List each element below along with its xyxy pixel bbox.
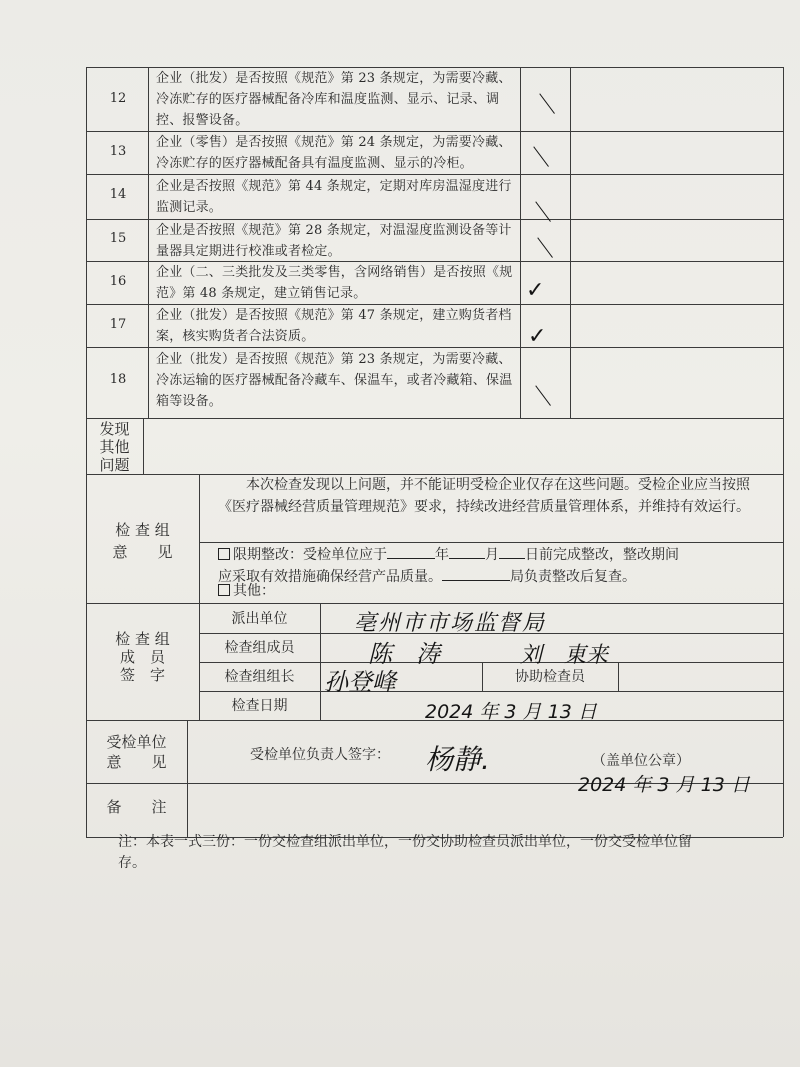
dispatch-unit-label: 派出单位 <box>231 611 288 627</box>
opinion-text: 本次检查发现以上问题，并不能证明受检企业仅存在这些问题。受检企业应当按照《医疗器械经营质量管理规范》要求，持续改进经营质量管理体系，并维持有效运行。 <box>218 477 750 515</box>
col-line <box>618 662 619 691</box>
inspected-label: 受检单位 意 见 <box>106 733 167 771</box>
leader-label: 检查组组长 <box>224 669 295 685</box>
col-line <box>148 67 149 418</box>
seal-note: （盖单位公章） <box>592 753 690 769</box>
result-mark: ＼ <box>532 237 555 262</box>
inspected-signature: 杨静. <box>425 743 490 776</box>
item-number: 14 <box>109 187 127 202</box>
col-line <box>143 418 144 474</box>
item-text: 企业（二、三类批发及三类零售，含网络销售）是否按照《规范》第 48 条规定，建立销售记录。 <box>156 265 513 301</box>
result-mark: ＼ <box>530 201 553 226</box>
rectification-checkbox[interactable] <box>218 548 230 560</box>
other-issues-label: 发现 其他 问题 <box>99 420 130 474</box>
item-number: 13 <box>109 144 127 159</box>
member-signature: 刘 東来 <box>520 643 609 668</box>
row-line <box>86 418 783 419</box>
col-line <box>520 67 521 418</box>
col-line <box>187 720 188 837</box>
result-mark: ✓ <box>526 278 545 303</box>
result-mark: ✓ <box>528 324 547 349</box>
other-checkbox[interactable] <box>218 584 230 596</box>
item-text: 企业（批发）是否按照《规范》第 23 条规定，为需要冷藏、冷冻贮存的医疗器械配备冷库和温度监测、显示、记录、调控、报警设备。 <box>156 71 512 128</box>
row-line <box>199 662 783 663</box>
item-number: 17 <box>109 317 127 332</box>
table-border <box>783 67 784 837</box>
member-signature: 陈 涛 <box>368 640 440 668</box>
opinion-label: 检 查 组 意 见 <box>112 521 173 561</box>
row-line <box>86 174 783 175</box>
result-mark: ＼ <box>534 93 557 118</box>
dispatch-unit-value: 亳州市市场监督局 <box>354 611 547 636</box>
inspection-date: 2024 年 3 月 13 日 <box>425 701 597 723</box>
item-text: 企业是否按照《规范》第 28 条规定，对温湿度监测设备等计量器具定期进行校准或者检定。 <box>156 223 512 259</box>
item-number: 15 <box>109 231 127 246</box>
date-label: 检查日期 <box>231 698 288 714</box>
rectification-line-2: 应采取有效措施确保经营产品质量。 局负责整改后复查。 <box>218 569 636 585</box>
item-text: 企业（零售）是否按照《规范》第 24 条规定，为需要冷藏、冷冻贮存的医疗器械配备具有温度监测、显示的冷柜。 <box>156 135 512 171</box>
row-line <box>86 603 783 604</box>
item-text: 企业（批发）是否按照《规范》第 23 条规定，为需要冷藏、冷冻运输的医疗器械配备冷藏车、保温车，或者冷藏箱、保温箱等设备。 <box>156 352 513 409</box>
row-line <box>199 542 783 543</box>
col-line <box>570 67 571 418</box>
members-label: 检查组成员 <box>224 640 295 656</box>
item-number: 12 <box>109 91 127 106</box>
inspected-sign-label: 受检单位负责人签字： <box>250 747 390 763</box>
col-line <box>199 474 200 603</box>
inspected-date: 2024 年 3 月 13 日 <box>578 774 750 796</box>
rectification-line: 限期整改：受检单位应于 年 月 日前完成整改，整改期间 <box>218 544 778 566</box>
item-number: 18 <box>109 372 127 387</box>
item-text: 企业是否按照《规范》第 44 条规定，定期对库房温湿度进行监测记录。 <box>156 179 512 215</box>
remark-label: 备 注 <box>106 798 167 816</box>
item-text: 企业（批发）是否按照《规范》第 47 条规定，建立购货者档案，核实购货者合法资质。 <box>156 308 512 344</box>
result-mark: ＼ <box>528 146 551 171</box>
row-line <box>199 691 783 692</box>
other-option: 其他： <box>218 580 275 602</box>
result-mark: ＼ <box>530 385 553 410</box>
signature-label: 检 查 组 成 员 签 字 <box>115 630 170 684</box>
footnote: 注：本表一式三份：一份交检查组派出单位，一份交协助检查员派出单位，一份交受检单位留存。 <box>118 834 692 871</box>
row-line <box>86 347 783 348</box>
leader-signature: 孙登峰 <box>324 668 396 696</box>
item-number: 16 <box>109 274 127 289</box>
assistant-label: 协助检查员 <box>515 669 585 685</box>
